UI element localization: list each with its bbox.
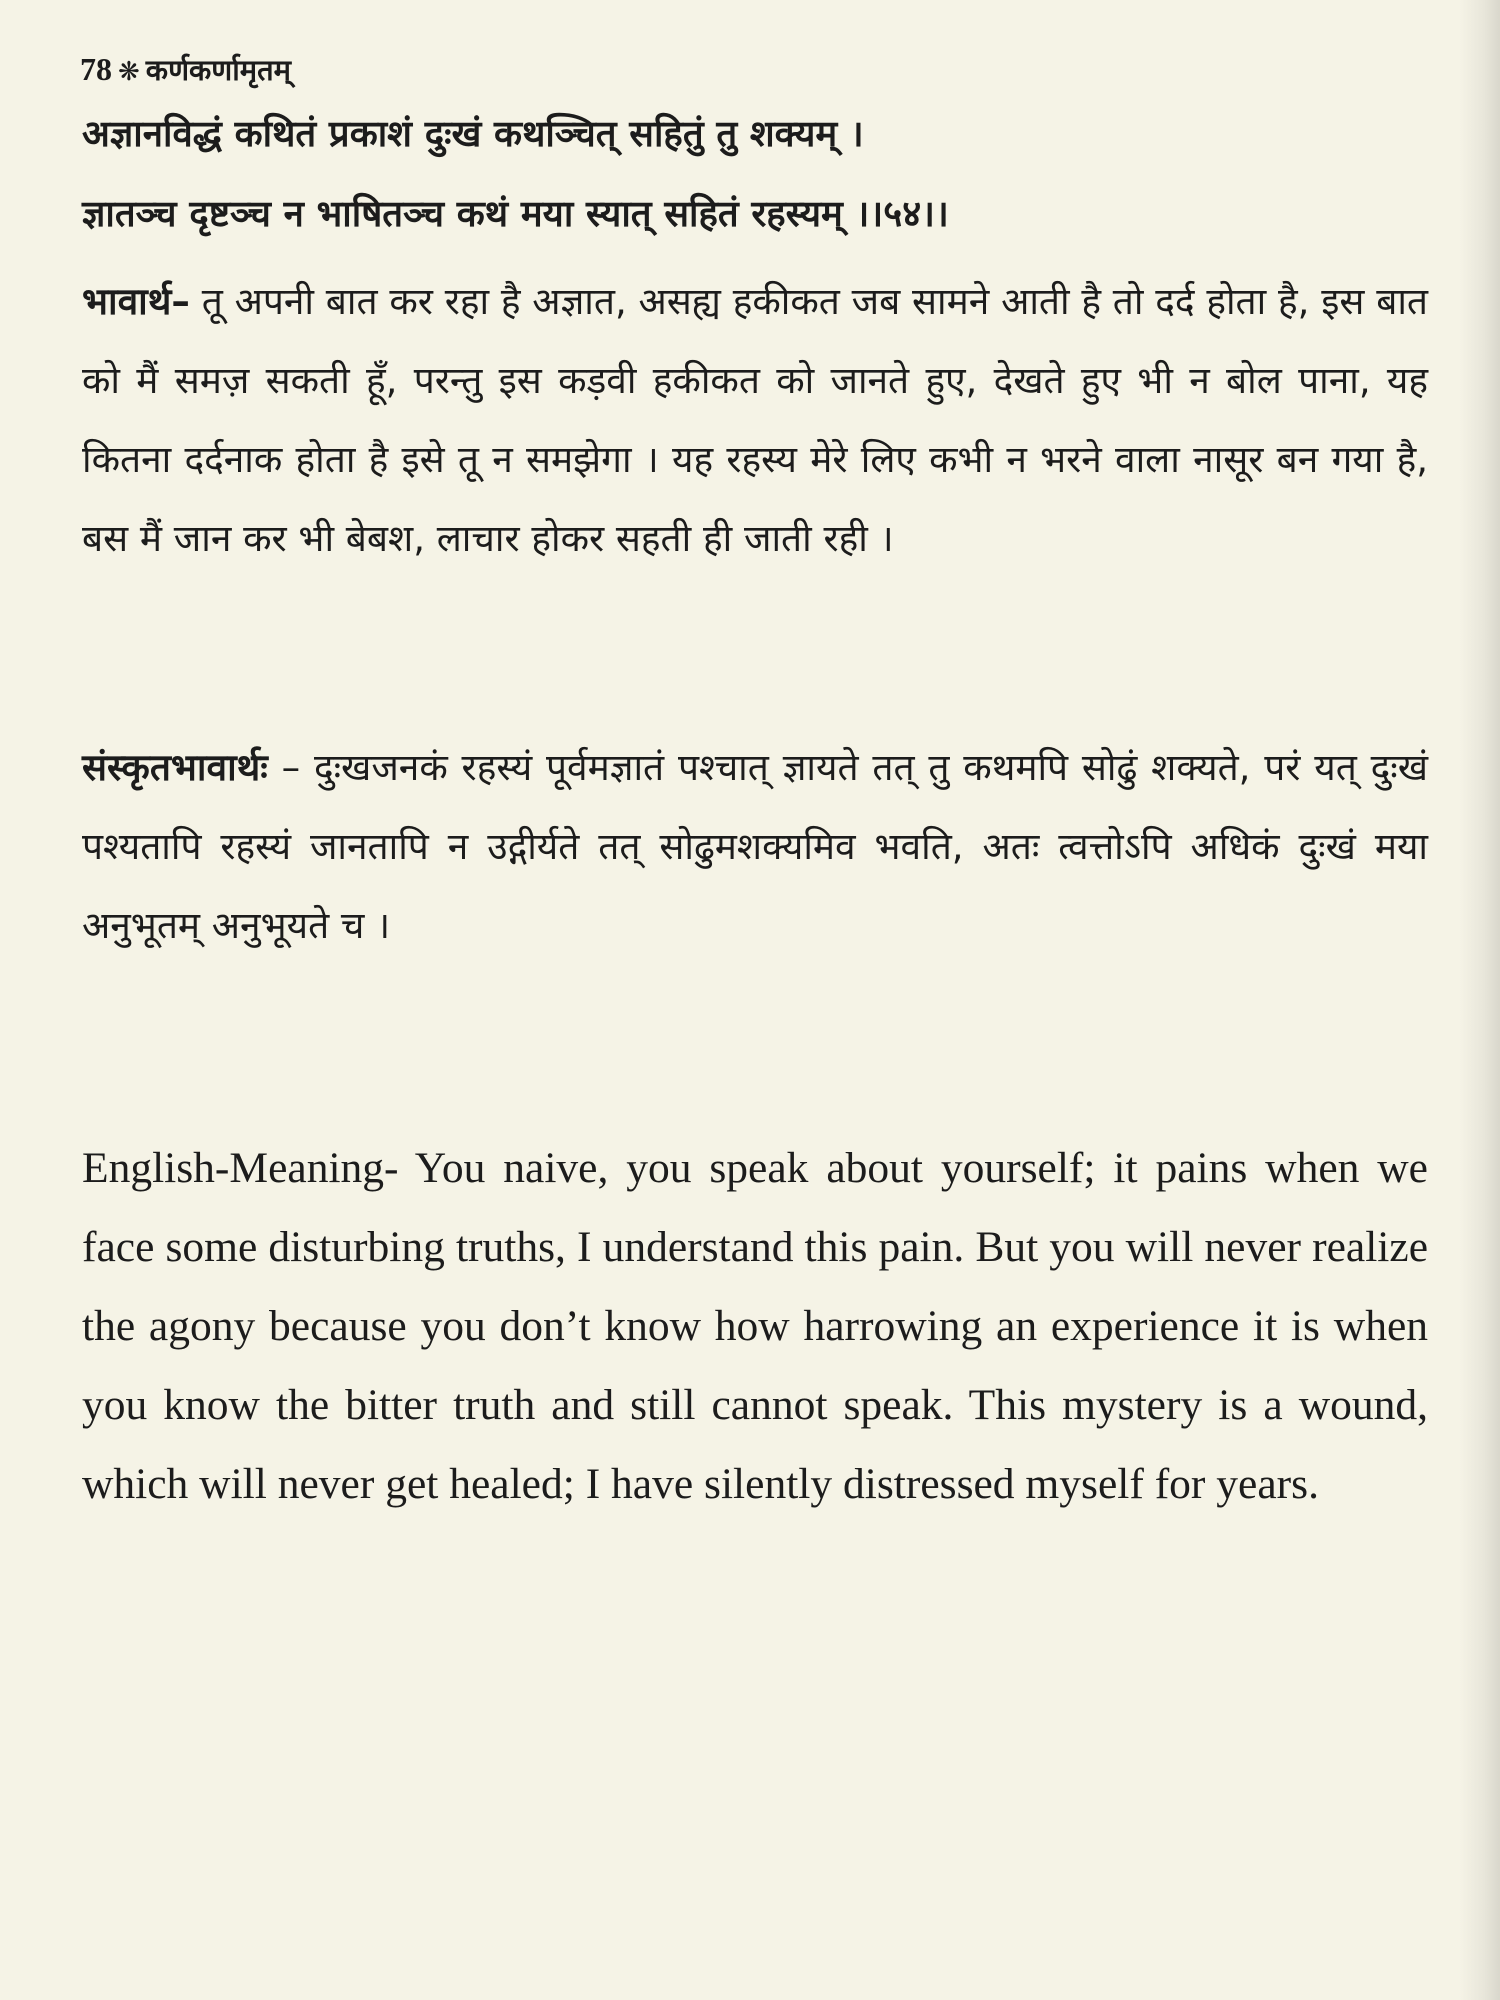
english-meaning-text: You naive, you speak about yourself; it pains when we face some disturbing truths, I understand this pain. But you will never realize the agony because you don’t know how harrowing an experience it is when you know the bitter truth and still cannot speak. This mystery is a wound, which will never get healed; I have silently distressed myself for years.: [82, 1144, 1428, 1508]
page-number: 78: [80, 51, 112, 87]
sanskrit-meaning-label: संस्कृतभावार्थः: [82, 746, 268, 789]
hindi-meaning-paragraph: [82, 262, 1428, 578]
page-edge-shadow: [1460, 0, 1500, 2000]
ornament-icon: ❋: [118, 57, 140, 87]
sanskrit-meaning-paragraph: [82, 728, 1428, 965]
english-meaning-label: English-Meaning-: [82, 1144, 399, 1192]
page-header: [80, 50, 291, 88]
english-meaning-paragraph: [82, 1129, 1428, 1524]
verse-line-2: ज्ञातञ्च दृष्टञ्च न भाषितञ्च कथं मया स्यात् सहितं रहस्यम् ।।५४।।: [82, 192, 949, 235]
hindi-meaning-text: तू अपनी बात कर रहा है अज्ञात, असह्य हकीकत जब सामने आती है तो दर्द होता है, इस बात को मैं समज़ सकती हूँ, परन्तु इस कड़वी हकीकत को जानते हुए, देखते हुए भी न बोल पाना, यह कितना दर्दनाक होता है इसे तू न समझेगा । यह रहस्य मेरे लिए कभी न भरने वाला नासूर बन गया है, बस मैं जान कर भी बेबश, लाचार होकर सहती ही जाती रही ।: [82, 280, 1428, 560]
sanskrit-meaning-text: – दुःखजनकं रहस्यं पूर्वमज्ञातं पश्चात् ज्ञायते तत् तु कथमपि सोढुं शक्यते, परं यत् दुःखं पश्यतापि रहस्यं जानतापि न उद्गीर्यते तत् सोढुमशक्यमिव भवति, अतः त्वत्तोऽपि अधिकं दुःखं मया अनुभूतम् अनुभूयते च ।: [82, 746, 1428, 947]
verse-line-1: अज्ञानविद्धं कथितं प्रकाशं दुःखं कथञ्चित् सहितुं तु शक्यम् ।: [82, 112, 864, 155]
book-title: कर्णकर्णामृतम्: [145, 53, 292, 87]
hindi-meaning-label: भावार्थ–: [82, 280, 190, 323]
